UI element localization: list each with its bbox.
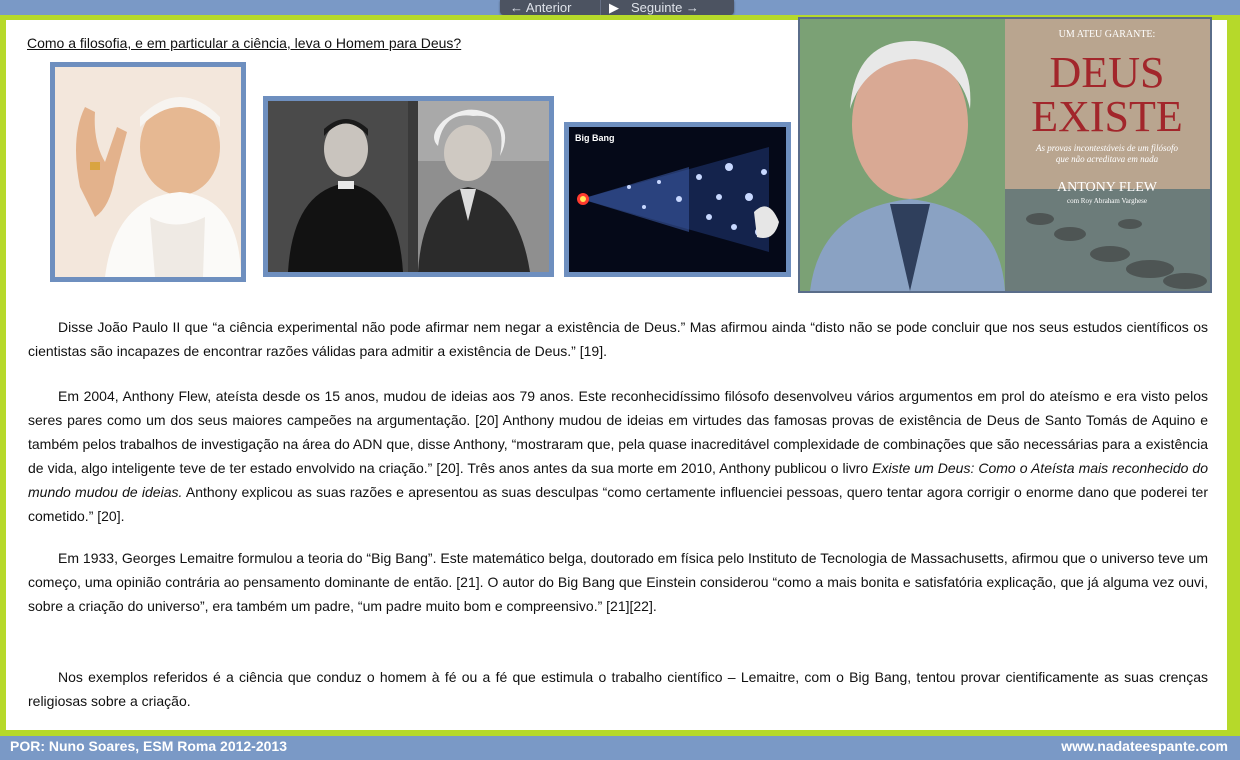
- book-coauthor: com Roy Abraham Varghese: [1066, 197, 1148, 205]
- paragraph-pope: [28, 315, 1208, 363]
- big-bang-diagram: [564, 122, 791, 277]
- footer-site-link[interactable]: www.nadateespante.com: [1061, 738, 1228, 754]
- paragraph-flew-text-1: Em 2004, Anthony Flew, ateísta desde os 15 anos, mudou de ideias aos 79 anos. Este reconhecidíssimo filósofo desenvolveu vários argumentos em prol do ateísmo e era visto pelos seres pares como um dos seus maiores campeões na argumentação. [20] Anthony mudou de ideias em virtudes das famosas provas de existência de Deus de Santo Tomás de Aquino e também pelos trabalhos de investigação na área do ADN que, disse Anthony, “mostraram que, pela quase inacreditável complexidade de combinações que são necessárias para a existência de vida, algo inteligente teve de ter estado envolvido na criação.” [20]. Três anos antes da sua morte em 2010, Anthony publicou o livro: [28, 388, 1208, 476]
- book-author: ANTONY FLEW: [1057, 180, 1157, 195]
- pope-illustration: [55, 67, 241, 277]
- book-title-line1: DEUS: [1049, 48, 1165, 97]
- book-kicker: UM ATEU GARANTE:: [1058, 29, 1156, 40]
- footer-bar: [0, 736, 1240, 760]
- page-heading: Como a filosofia, e em particular a ciência, leva o Homem para Deus?: [27, 35, 462, 51]
- previous-label: ← Anterior: [510, 0, 572, 15]
- paragraph-pope-text: Disse João Paulo II que “a ciência experimental não pode afirmar nem negar a existência de Deus.” Mas afirmou ainda “disto não se pode concluir que nos seus estudos científicos os cientistas são incapazes de encontrar razões válidas para admitir a existência de Deus.” [19].: [28, 319, 1208, 359]
- book-title-reference: Existe um Deus: Como o Ateísta mais reconhecido do mundo mudou de ideias.: [28, 460, 1208, 500]
- antony-flew-book-image: [798, 17, 1212, 293]
- document-page: [6, 20, 1227, 730]
- paragraph-flew: [28, 384, 1208, 528]
- pope-photo: [50, 62, 246, 282]
- green-frame: [0, 15, 1240, 736]
- paragraph-lemaitre: [28, 546, 1208, 618]
- next-button[interactable]: [600, 0, 729, 15]
- paragraph-conclusion-text: Nos exemplos referidos é a ciência que conduz o homem à fé ou a fé que estimula o trabalho científico – Lemaitre, com o Big Bang, tentou provar cientificamente as suas crenças religiosas sobre a criação.: [28, 669, 1208, 709]
- previous-button[interactable]: [500, 0, 600, 15]
- next-label: Seguinte →: [631, 0, 699, 15]
- play-icon: ▶: [609, 0, 619, 15]
- paragraph-flew-text-2: Anthony explicou as suas razões e apresentou as suas desculpas “como certamente influenciei pessoas, quero tentar agora corrigir o enorme dano que poderei ter cometido.” [20].: [28, 484, 1209, 524]
- lemaitre-einstein-photo: [263, 96, 554, 277]
- book-title-line2: EXISTE: [1031, 92, 1183, 141]
- big-bang-label: Big Bang: [575, 133, 615, 143]
- lemaitre-einstein-illustration: [268, 101, 549, 272]
- book-subtitle-line1: As provas incontestáveis de um filósofo: [1036, 143, 1178, 153]
- flew-book-illustration: [800, 19, 1210, 291]
- slide-navigation: [500, 0, 734, 15]
- footer-author: POR: Nuno Soares, ESM Roma 2012-2013: [10, 738, 287, 754]
- book-subtitle-line2: que não acreditava em nada: [1055, 154, 1159, 164]
- big-bang-illustration: [569, 127, 786, 272]
- paragraph-lemaitre-text: Em 1933, Georges Lemaitre formulou a teoria do “Big Bang”. Este matemático belga, doutorado em física pelo Instituto de Tecnologia de Massachusetts, afirmou que o universo teve um começo, uma opinião contrária ao pensamento dominante de então. [21]. O autor do Big Bang que Einstein considerou “como a mais bonita e satisfatória explicação, que já alguma vez ouvi, sobre a criação do universo”, era também um padre, “um padre muito bom e compreensivo.” [21][22].: [28, 550, 1208, 614]
- paragraph-conclusion: [28, 665, 1208, 713]
